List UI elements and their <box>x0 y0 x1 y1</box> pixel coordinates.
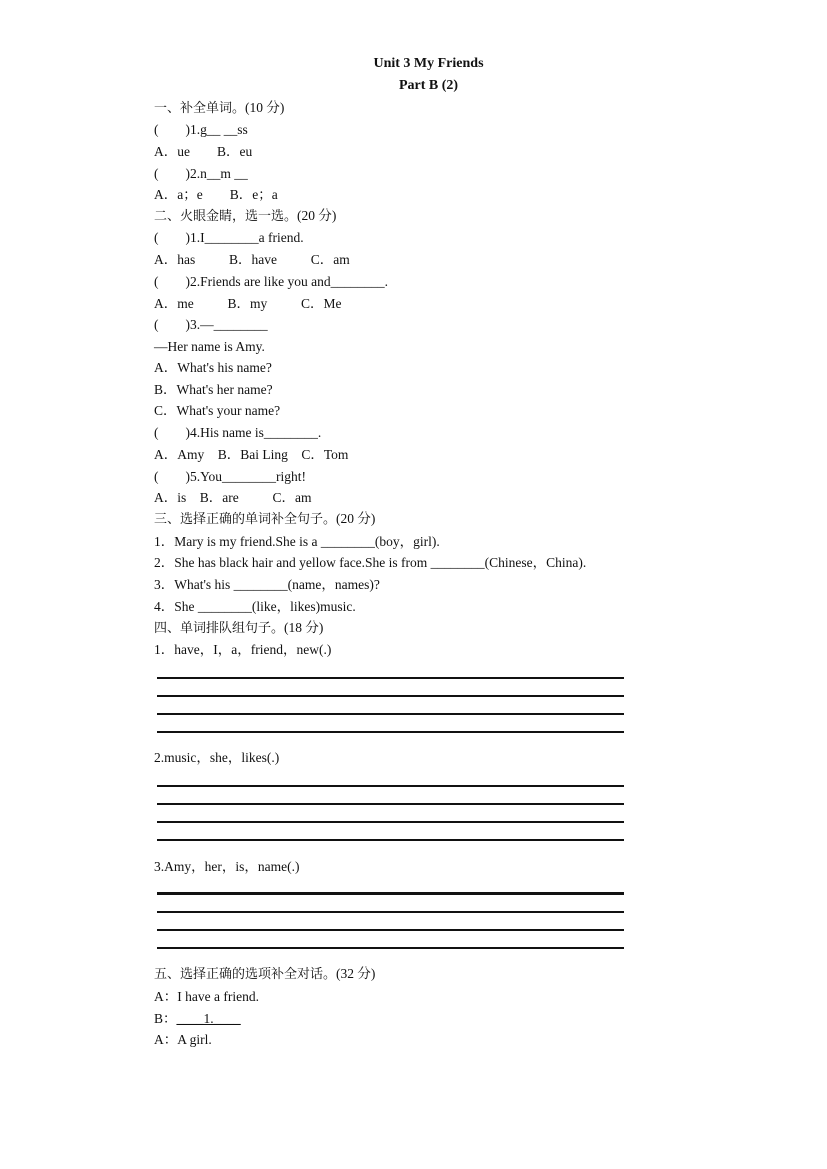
s5-dialogue-1: A：I have a friend. <box>154 989 259 1004</box>
s2-question-5-options: A．is B．are C．am <box>154 490 312 505</box>
s3-sentence-4: 4．She ________(like，likes)music. <box>154 599 356 614</box>
s2-question-4: ( )4.His name is________. <box>154 425 322 440</box>
section3-title: 三、选择正确的单词补全句子。 <box>154 512 337 527</box>
section1-heading <box>154 99 284 117</box>
section2-heading <box>154 207 336 225</box>
s2-question-3-option-a: A．What's his name? <box>154 360 272 375</box>
s1-question-2: ( )2.n__m __ <box>154 166 248 181</box>
s2-question-5: ( )5.You________right! <box>154 469 307 484</box>
s4-words-3: 3.Amy，her，is，name(.) <box>154 859 300 874</box>
writing-line <box>157 677 624 679</box>
section5-heading <box>154 965 375 983</box>
writing-line <box>157 785 624 787</box>
s2-question-3-reply: —Her name is Amy. <box>154 339 265 354</box>
section2-points: (20 分) <box>297 208 337 223</box>
section3-heading <box>154 510 375 528</box>
writing-line <box>157 839 624 841</box>
section1-points: (10 分) <box>245 100 285 115</box>
writing-line <box>157 803 624 805</box>
section2-title: 二、火眼金睛，选一选。 <box>154 209 298 224</box>
writing-line <box>157 929 624 931</box>
s1-question-1-options: A．ue B．eu <box>154 144 253 159</box>
section5-points: (32 分) <box>336 966 376 981</box>
section5-title: 五、选择正确的选项补全对话。 <box>154 967 337 982</box>
s2-question-3-option-c: C．What's your name? <box>154 403 281 418</box>
s2-question-3-option-b: B．What's her name? <box>154 382 273 397</box>
s5-dialogue-2 <box>154 1010 241 1027</box>
section4-title: 四、单词排队组句子。 <box>154 621 285 636</box>
s2-question-3: ( )3.—________ <box>154 317 268 332</box>
s5-blank-1: ____1.____ <box>176 1011 241 1026</box>
s3-sentence-3: 3．What's his ________(name，names)? <box>154 577 380 592</box>
s5-speaker-b: B： <box>154 1011 177 1026</box>
writing-line <box>157 821 624 823</box>
writing-line <box>157 892 624 895</box>
s2-question-2: ( )2.Friends are like you and________. <box>154 274 388 289</box>
s2-question-1-options: A．has B．have C．am <box>154 252 350 267</box>
s2-question-2-options: A．me B．my C．Me <box>154 296 342 311</box>
s2-question-4-options: A．Amy B．Bai Ling C．Tom <box>154 447 349 462</box>
s2-question-1: ( )1.I________a friend. <box>154 230 304 245</box>
section1-title: 一、补全单词。 <box>154 101 246 116</box>
s4-words-1: 1．have，I，a，friend，new(.) <box>154 642 332 657</box>
writing-line <box>157 731 624 733</box>
s3-sentence-1: 1．Mary is my friend.She is a ________(boy，girl). <box>154 534 440 549</box>
s1-question-2-options: A．a；e B．e；a <box>154 187 278 202</box>
page-title: Unit 3 My Friends <box>373 56 484 71</box>
writing-line <box>157 911 624 913</box>
s1-question-1: ( )1.g__ __ss <box>154 122 248 137</box>
writing-line <box>157 947 624 949</box>
s4-words-2: 2.music，she，likes(.) <box>154 750 280 765</box>
section4-points: (18 分) <box>284 620 324 635</box>
s5-dialogue-3: A：A girl. <box>154 1032 212 1047</box>
writing-line <box>157 695 624 697</box>
writing-line <box>157 713 624 715</box>
s3-sentence-2: 2．She has black hair and yellow face.She is from ________(Chinese，China). <box>154 555 587 570</box>
page-subtitle: Part B (2) <box>398 78 459 93</box>
section4-heading <box>154 619 323 637</box>
section3-points: (20 分) <box>336 511 376 526</box>
